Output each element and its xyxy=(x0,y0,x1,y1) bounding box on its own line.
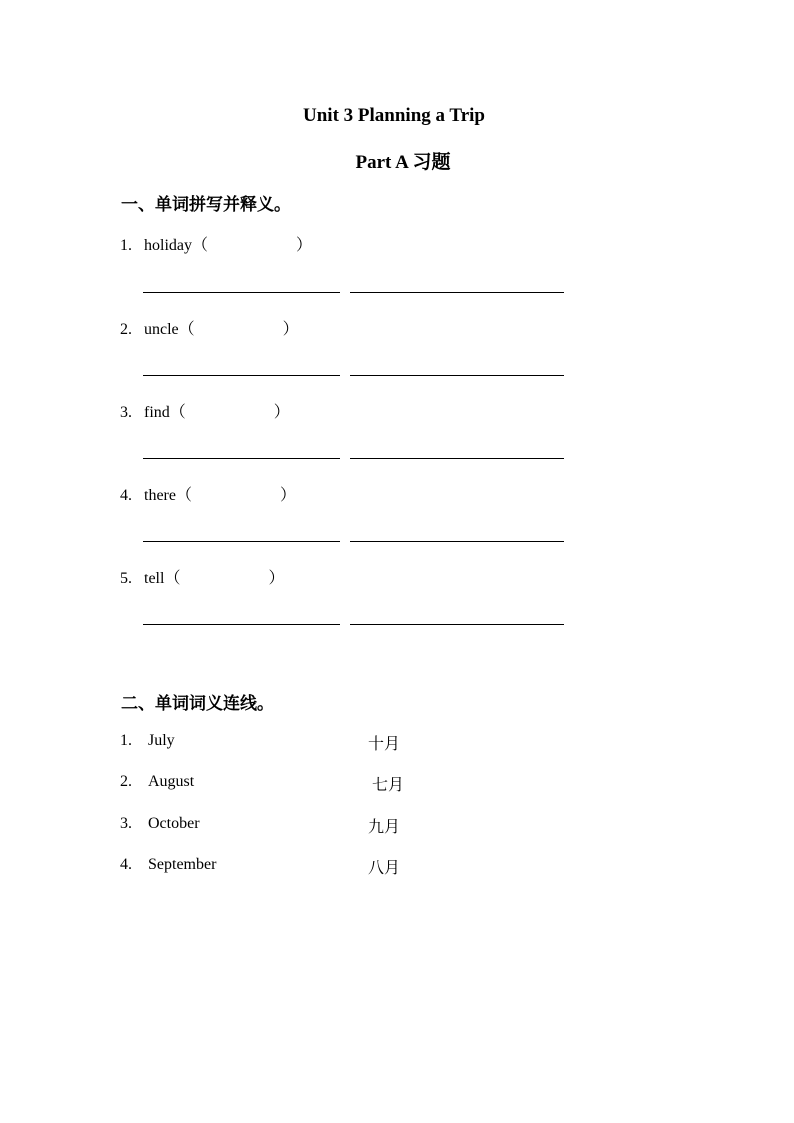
paren-close: ） xyxy=(273,404,290,421)
spelling-blank[interactable] xyxy=(143,541,340,542)
spelling-blank[interactable] xyxy=(143,375,340,376)
paren-open: （ xyxy=(169,404,186,421)
paren-open: （ xyxy=(192,237,209,254)
section1-heading: 一、单词拼写并释义。 xyxy=(121,195,291,214)
spelling-item xyxy=(120,316,299,339)
paren-close: ） xyxy=(296,237,313,254)
match-meaning[interactable]: 十月 xyxy=(368,734,401,753)
item-word: uncle xyxy=(144,321,179,338)
match-word[interactable] xyxy=(120,856,216,874)
paren-close: ） xyxy=(282,321,299,338)
page-title: Unit 3 Planning a Trip xyxy=(303,105,485,126)
item-word: July xyxy=(148,732,175,749)
spelling-item xyxy=(120,565,284,588)
match-meaning[interactable]: 九月 xyxy=(368,817,401,836)
match-meaning[interactable]: 七月 xyxy=(372,775,405,794)
paren-open: （ xyxy=(164,570,181,587)
spelling-item xyxy=(120,232,312,255)
item-word: September xyxy=(148,856,217,873)
item-number: 5. xyxy=(120,570,132,587)
match-word[interactable] xyxy=(120,773,194,791)
item-number: 4. xyxy=(120,856,132,873)
spelling-item xyxy=(120,482,296,505)
item-number: 1. xyxy=(120,237,132,254)
section2-heading: 二、单词词义连线。 xyxy=(121,694,274,713)
item-word: there xyxy=(144,487,176,504)
item-number: 3. xyxy=(120,815,132,832)
item-word: August xyxy=(148,773,195,790)
page-subtitle: Part A 习题 xyxy=(355,152,451,173)
meaning-blank[interactable] xyxy=(350,292,564,293)
item-number: 3. xyxy=(120,404,132,421)
spelling-item xyxy=(120,399,290,422)
item-word: tell xyxy=(144,570,165,587)
spelling-blank[interactable] xyxy=(143,292,340,293)
match-word[interactable] xyxy=(120,815,200,833)
item-word: October xyxy=(148,815,200,832)
item-number: 2. xyxy=(120,321,132,338)
item-word: holiday xyxy=(144,237,192,254)
match-meaning[interactable]: 八月 xyxy=(368,858,401,877)
meaning-blank[interactable] xyxy=(350,458,564,459)
item-word: find xyxy=(144,404,170,421)
paren-close: ） xyxy=(280,487,297,504)
spelling-blank[interactable] xyxy=(143,624,340,625)
paren-open: （ xyxy=(178,321,195,338)
paren-close: ） xyxy=(268,570,285,587)
item-number: 4. xyxy=(120,487,132,504)
meaning-blank[interactable] xyxy=(350,541,564,542)
item-number: 1. xyxy=(120,732,132,749)
paren-open: （ xyxy=(175,487,192,504)
match-word[interactable] xyxy=(120,732,175,750)
meaning-blank[interactable] xyxy=(350,375,564,376)
spelling-blank[interactable] xyxy=(143,458,340,459)
meaning-blank[interactable] xyxy=(350,624,564,625)
item-number: 2. xyxy=(120,773,132,790)
